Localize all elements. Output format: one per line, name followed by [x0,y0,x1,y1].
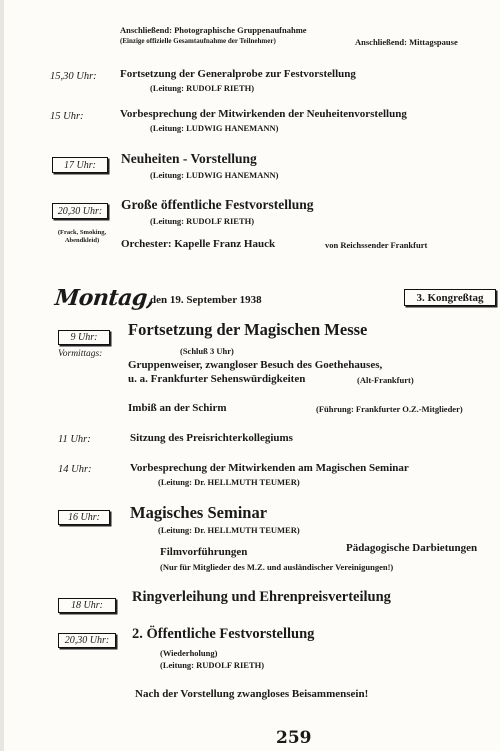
event-title: Neuheiten - Vorstellung [121,151,257,166]
time-11: 11 Uhr: [58,434,91,445]
film-note: (Nur für Mitglieder des M.Z. und ausländischer Vereinigungen!) [160,562,394,572]
event-lead: (Leitung: Dr. HELLMUTH TEUMER) [158,525,300,535]
paed-line: Pädagogische Darbietungen [346,542,478,554]
page-number: 259 [276,728,312,748]
lunch-line: Anschließend: Mittagspause [355,37,458,47]
event-lead: (Leitung: RUDOLF RIETH) [150,216,255,226]
event-lead: (Leitung: LUDWIG HANEMANN) [150,123,279,133]
event-title: 2. Öffentliche Festvorstellung [132,626,315,642]
event-title: Magisches Seminar [130,503,268,522]
page-edge [0,0,4,751]
day-heading: Montag, [53,285,156,311]
time-box-2030-monday: 20,30 Uhr: [58,633,116,648]
snack-line: Imbiß an der Schirm [128,402,227,414]
orchestra-note: von Reichssender Frankfurt [325,240,428,250]
event-lead: (Leitung: LUDWIG HANEMANN) [150,170,279,180]
time-box-2030: 20,30 Uhr: [52,203,108,219]
snack-note: (Führung: Frankfurter O.Z.-Mitglieder) [316,404,463,414]
time-14: 14 Uhr: [58,464,92,475]
photo-line: Anschließend: Photographische Gruppenaufnahme [120,25,307,35]
visit-note: (Alt-Frankfurt) [357,375,414,385]
time-box-17: 17 Uhr: [52,157,108,173]
time-1530: 15,30 Uhr: [50,71,97,82]
event-title: Sitzung des Preisrichterkollegiums [130,432,293,444]
event-close: (Schluß 3 Uhr) [180,346,234,356]
closing-line: Nach der Vorstellung zwangloses Beisammensein! [135,688,369,700]
visit-line-2: u. a. Frankfurter Sehenswürdigkeiten [128,373,306,385]
time-box-18: 18 Uhr: [58,598,116,613]
congress-day-badge: 3. Kongreßtag [404,289,496,306]
time-box-16: 16 Uhr: [58,510,110,525]
event-title: Ringverleihung und Ehrenpreisverteilung [132,589,391,605]
time-15: 15 Uhr: [50,111,84,122]
event-lead: (Leitung: RUDOLF RIETH) [150,83,255,93]
dress-code: (Frack, Smoking, Abendkleid) [57,229,107,244]
time-sub: Vormittags: [58,349,103,359]
event-title: Vorbesprechung der Mitwirkenden am Magischen Seminar [130,462,409,474]
visit-line-1: Gruppenweiser, zwangloser Besuch des Goethehauses, [128,359,383,371]
event-title: Fortsetzung der Generalprobe zur Festvorstellung [120,68,356,80]
photo-note: (Einzige offizielle Gesamtaufnahme der Teilnehmer) [120,37,276,45]
event-lead: (Leitung: Dr. HELLMUTH TEUMER) [158,477,300,487]
event-repeat: (Wiederholung) [160,648,218,658]
time-box-9: 9 Uhr: [58,330,110,345]
orchestra-line: Orchester: Kapelle Franz Hauck [121,238,276,250]
event-title: Vorbesprechung der Mitwirkenden der Neuheitenvorstellung [120,108,407,120]
date-line: den 19. September 1938 [150,294,262,306]
event-title: Große öffentliche Festvorstellung [121,197,314,212]
event-lead: (Leitung: RUDOLF RIETH) [160,660,265,670]
event-title: Fortsetzung der Magischen Messe [128,320,368,339]
film-line: Filmvorführungen [160,546,248,558]
